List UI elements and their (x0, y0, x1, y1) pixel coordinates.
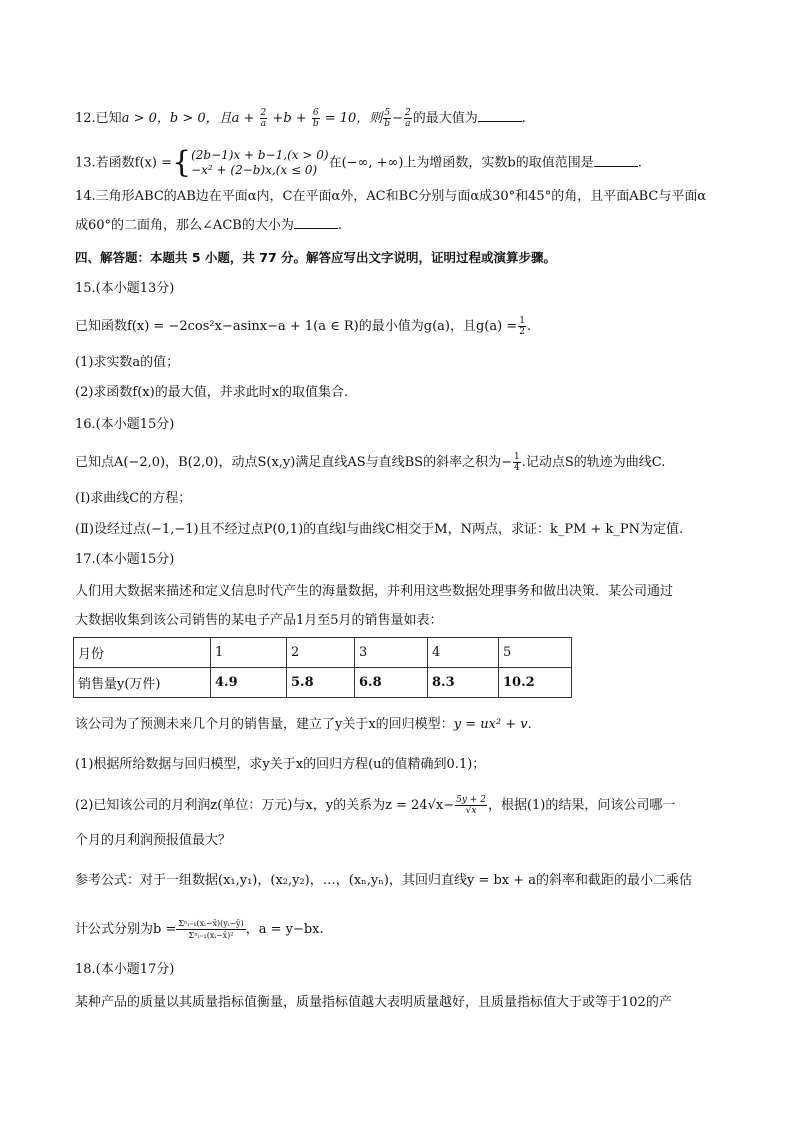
question-17-model: 该公司为了预测未来几个月的销售量，建立了y关于x的回归模型：y = ux² + v. (75, 717, 532, 732)
q13-label: 13.若函数f(x) = (75, 155, 172, 171)
q12-fraction-4: $\frac{2}{a}$ (404, 108, 411, 129)
table-cell: 2 (287, 638, 355, 668)
question-17-reference-2: 计公式分别为b = $\frac{\text{Σⁿᵢ₌₁(xᵢ−x̄)(yᵢ−ȳ)}}{\text{Σⁿᵢ₌₁(xᵢ−x̄)²}}$ ，a = y−bx. (75, 919, 324, 940)
question-15-part-2: (2)求函数f(x)的最大值，并求此时x的取值集合. (75, 385, 349, 400)
question-17-reference-1: 参考公式：对于一组数据(x₁,y₁)，(x₂,y₂)，…，(xₙ,yₙ)，其回归直线y = bx + a的斜率和截距的最小二乘估 (75, 873, 693, 888)
table-cell: 4.9 (211, 668, 287, 698)
least-squares-fraction: $\frac{\text{Σⁿᵢ₌₁(xᵢ−x̄)(yᵢ−ȳ)}}{\text{Σⁿᵢ₌₁(xᵢ−x̄)²}}$ (178, 919, 244, 940)
sales-table (73, 637, 572, 698)
q13-answer-blank (594, 154, 638, 167)
table-row (74, 638, 572, 668)
q14-answer-blank (294, 216, 338, 229)
question-14-line-2: 成60°的二面角，那么∠ACB的大小为 . (75, 218, 342, 233)
table-cell: 月份 (74, 638, 211, 668)
table-cell: 3 (355, 638, 428, 668)
question-17-heading: 17.(本小题15分) (75, 552, 175, 567)
q12-label: 12.已知 (75, 111, 122, 126)
q12-question: 的最大值为 (412, 111, 478, 126)
q12-equals: = 10，则 (324, 111, 383, 126)
table-cell: 销售量y(万件) (74, 668, 211, 698)
table-cell: 10.2 (499, 668, 572, 698)
q13-brace: { (172, 145, 192, 180)
question-17-line-2: 大数据收集到该公司销售的某电子产品1月至5月的销售量如表： (75, 613, 443, 628)
table-cell: 5.8 (287, 668, 355, 698)
question-18-heading: 18.(本小题17分) (75, 962, 175, 977)
regression-model: y = ux² + v (453, 717, 528, 732)
q12-fraction-1: $\frac{2}{a}$ (260, 108, 267, 129)
question-17-part-2-line-2: 个月的月利润预报值最大？ (75, 833, 232, 848)
q13-question: 在(−∞, +∞)上为增函数，实数b的取值范围是 (328, 155, 594, 171)
table-cell: 1 (211, 638, 287, 668)
question-17-line-1: 人们用大数据来描述和定义信息时代产生的海量数据，并利用这些数据处理事务和做出决策．某公司通过 (75, 584, 674, 599)
q13-piecewise: (2b−1)x + b−1,(x > 0) −x² + (2−b)x,(x ≤ 0) (191, 148, 329, 177)
question-15-heading: 15.(本小题13分) (75, 281, 175, 296)
table-row (74, 668, 572, 698)
question-14-line-1: 14.三角形ABC的AB边在平面α内，C在平面α外，AC和BC分别与面α成30°和45°的角，且平面ABC与平面α (75, 189, 707, 204)
question-15-part-1: (1)求实数a的值； (75, 355, 180, 370)
table-cell: 8.3 (428, 668, 499, 698)
q12-answer-blank (478, 109, 522, 122)
table-cell: 4 (428, 638, 499, 668)
q12-mid: +b + (272, 111, 307, 126)
q12-fraction-3: $\frac{5}{b}$ (384, 108, 391, 129)
question-12: 12.已知a > 0，b > 0，且a + $\frac{2}{a}$ +b + $\frac{6}{b}$ = 10，则 $\frac{5}{b}$ − $\frac{2}{a}$ 的最大值为 . (75, 108, 526, 129)
question-16-stem: 已知点A(−2,0)，B(2,0)，动点S(x,y)满足直线AS与直线BS的斜率之积为− $\frac{1}{4}$ .记动点S的轨迹为曲线C. (75, 452, 666, 473)
table-cell: 6.8 (355, 668, 428, 698)
q12-fraction-2: $\frac{6}{b}$ (312, 108, 319, 129)
question-17-part-2: (2)已知该公司的月利润z(单位：万元)与x，y的关系为z = 24√x− $\frac{5y + 2}{√x}$ ，根据(1)的结果，问该公司哪一 (75, 795, 676, 816)
question-17-part-1: (1)根据所给数据与回归模型，求y关于x的回归方程(u的值精确到0.1)； (75, 757, 486, 772)
question-15-stem: 已知函数f(x) = −2cos²x−asinx−a + 1(a ∈ R)的最小值为g(a)，且g(a) = $\frac{1}{2}$ . (75, 316, 532, 337)
question-13: 13.若函数f(x) ={ (2b−1)x + b−1,(x > 0) −x² + (2−b)x,(x ≤ 0) 在(−∞, +∞)上为增函数，实数b的取值范围是 . (75, 145, 642, 180)
question-16-part-1: (Ⅰ)求曲线C的方程； (75, 491, 192, 506)
question-18-line-1: 某种产品的质量以其质量指标值衡量，质量指标值越大表明质量越好，且质量指标值大于或等于102的产 (75, 995, 672, 1010)
section-4-heading: 四、解答题：本题共 5 小题，共 77 分。解答应写出文字说明，证明过程或演算步骤。 (75, 250, 557, 265)
q12-condition: a > 0，b > 0，且a + (121, 111, 255, 126)
question-16-part-2: (Ⅱ)设经过点(−1,−1)且不经过点P(0,1)的直线l与曲线C相交于M，N两点，求证：k_PM + k_PN为定值. (75, 522, 684, 537)
table-cell: 5 (499, 638, 572, 668)
question-16-heading: 16.(本小题15分) (75, 417, 175, 432)
